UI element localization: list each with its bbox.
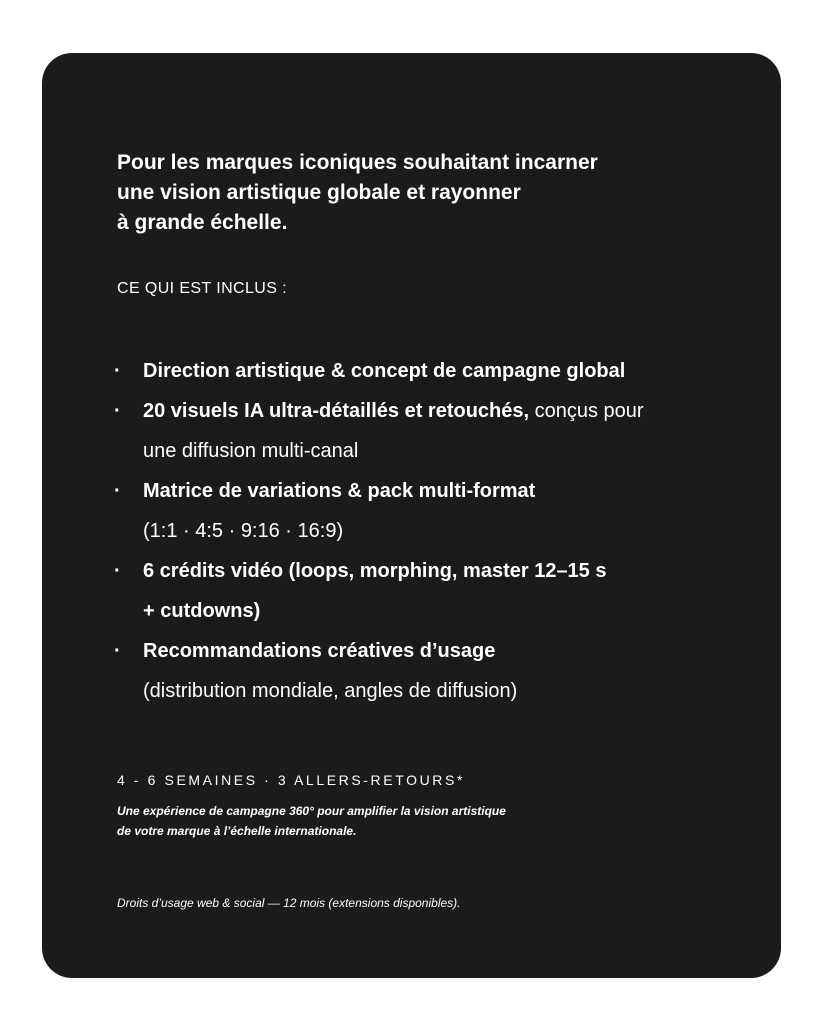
feature-title: Direction artistique & concept de campagne global (143, 360, 626, 382)
feature-item (114, 631, 764, 711)
feature-line (143, 631, 764, 671)
duration-label: 4 - 6 SEMAINES · 3 ALLERS-RETOURS* (117, 772, 466, 788)
headline-line: Pour les marques iconiques souhaitant incarner (117, 151, 598, 174)
campaign-description (117, 801, 717, 841)
description-line: Une expérience de campagne 360° pour amplifier la vision artistique (117, 804, 506, 818)
bullet-icon: · (114, 360, 121, 382)
bullet-icon: · (114, 480, 121, 502)
feature-title: 20 visuels IA ultra-détaillés et retouchés, (143, 400, 530, 422)
included-label: CE QUI EST INCLUS : (117, 280, 288, 297)
feature-item (114, 551, 764, 631)
feature-title: 6 crédits vidéo (loops, morphing, master 12–15 s (143, 560, 607, 582)
feature-detail: conçus pour (529, 400, 644, 422)
feature-continuation: (distribution mondiale, angles de diffusion) (143, 680, 518, 702)
description-line: de votre marque à l’échelle internationale. (117, 824, 357, 838)
card-headline (117, 148, 757, 238)
feature-line (143, 551, 764, 591)
bullet-icon: · (114, 560, 121, 582)
feature-line (143, 351, 764, 391)
feature-title: Recommandations créatives d’usage (143, 640, 496, 662)
feature-item (114, 391, 764, 471)
headline-line: une vision artistique globale et rayonner (117, 181, 521, 204)
feature-line (143, 471, 764, 511)
feature-continuation: (1:1 · 4:5 · 9:16 · 16:9) (143, 520, 344, 542)
feature-item (114, 351, 764, 391)
feature-title: Matrice de variations & pack multi-format (143, 480, 536, 502)
bullet-icon: · (114, 400, 121, 422)
feature-list (114, 351, 764, 711)
usage-rights-note: Droits d’usage web & social — 12 mois (extensions disponibles). (117, 896, 461, 910)
feature-continuation: une diffusion multi-canal (143, 440, 359, 462)
offer-card (42, 53, 781, 978)
bullet-icon: · (114, 640, 121, 662)
feature-item (114, 471, 764, 551)
headline-line: à grande échelle. (117, 211, 288, 234)
feature-continuation: + cutdowns) (143, 600, 261, 622)
feature-line (143, 391, 764, 431)
